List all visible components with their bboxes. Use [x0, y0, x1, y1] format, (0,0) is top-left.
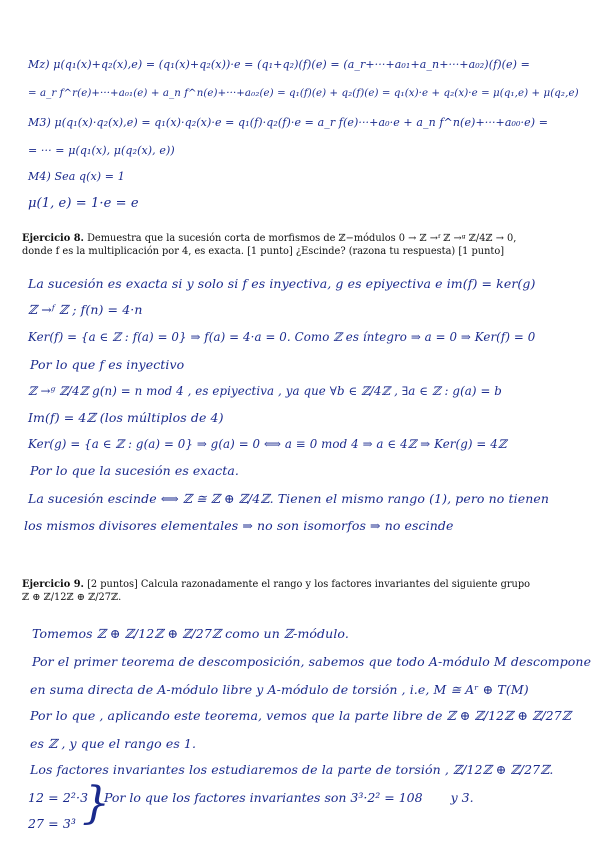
handwritten-line: Im(f) = 4ℤ (los múltiplos de 4)	[28, 410, 224, 425]
handwritten-line: = a_r f^r(e)+···+a₀₁(e) + a_n f^n(e)+···+a₀₂(e) = q₁(f)(e) + q₂(f)(e) = q₁(x)·e + q₂(x)·e = μ(q₁,e) + μ(q₂,e)	[28, 88, 579, 99]
exercise-8-statement	[22, 232, 516, 258]
exercise-8-line1: Demuestra que la sucesión corta de morfismos de ℤ−módulos 0 → ℤ →ᶠ ℤ →ᵍ ℤ/4ℤ → 0,	[87, 233, 517, 244]
handwritten-line: ℤ →ᶠ ℤ ; f(n) = 4·n	[28, 302, 143, 317]
handwritten-line: Ker(g) = {a ∈ ℤ : g(a) = 0} ⇒ g(a) = 0 ⟺ a ≡ 0 mod 4 ⇒ a ∈ 4ℤ ⇒ Ker(g) = 4ℤ	[28, 437, 507, 451]
exercise-8-heading: Ejercicio 8.	[22, 233, 84, 244]
exercise-9-statement	[22, 578, 530, 604]
exercise-8-line2: donde f es la multiplicación por 4, es exacta. [1 punto] ¿Escinde? (razona tu respuesta) [1 punto]	[22, 246, 505, 257]
exercise-9-heading: Ejercicio 9.	[22, 579, 84, 590]
handwritten-line: La sucesión es exacta si y solo si f es inyectiva, g es epiyectiva e im(f) = ker(g)	[28, 276, 536, 291]
exercise-9-line2: ℤ ⊕ ℤ/12ℤ ⊕ ℤ/27ℤ.	[22, 592, 122, 603]
handwritten-line: Mz) μ(q₁(x)+q₂(x),e) = (q₁(x)+q₂(x))·e = (q₁+q₂)(f)(e) = (a_r+···+a₀₁+a_n+···+a₀₂)(f)(e) =	[28, 58, 530, 71]
invariant-factors-conclusion	[104, 790, 474, 805]
handwritten-line: Los factores invariantes los estudiaremos de la parte de torsión , ℤ/12ℤ ⊕ ℤ/27ℤ.	[30, 762, 554, 777]
handwritten-line: ℤ →ᵍ ℤ/4ℤ g(n) = n mod 4 , es epiyectiva , ya que ∀b ∈ ℤ/4ℤ , ∃a ∈ ℤ : g(a) = b	[28, 384, 502, 398]
factorization-12: 12 = 2²·3	[28, 790, 89, 805]
handwritten-line: μ(1, e) = 1·e = e	[28, 196, 139, 211]
handwritten-line: es ℤ , y que el rango es 1.	[30, 736, 197, 751]
handwritten-line: Por lo que f es inyectivo	[30, 357, 185, 372]
brace-symbol: }	[82, 778, 110, 829]
invariant-factors-text: Por lo que los factores invariantes son 3³·2² = 108	[104, 790, 423, 805]
handwritten-line: Ker(f) = {a ∈ ℤ : f(a) = 0} ⇒ f(a) = 4·a = 0. Como ℤ es íntegro ⇒ a = 0 ⇒ Ker(f) = 0	[28, 330, 536, 344]
handwritten-line: Por lo que , aplicando este teorema, vemos que la parte libre de ℤ ⊕ ℤ/12ℤ ⊕ ℤ/27ℤ	[30, 708, 571, 723]
handwritten-line: La sucesión escinde ⟺ ℤ ≅ ℤ ⊕ ℤ/4ℤ. Tienen el mismo rango (1), pero no tienen	[28, 491, 549, 506]
invariant-factors-last: y 3.	[450, 790, 474, 805]
handwritten-line: Por lo que la sucesión es exacta.	[30, 463, 239, 478]
factorization-27: 27 = 3³	[28, 816, 76, 831]
handwritten-line: M4) Sea q(x) = 1	[28, 170, 125, 183]
handwritten-line: = ··· = μ(q₁(x), μ(q₂(x), e))	[28, 144, 175, 157]
exercise-9-line1: [2 puntos] Calcula razonadamente el rango y los factores invariantes del siguiente grupo	[87, 579, 531, 590]
handwritten-line: en suma directa de A-módulo libre y A-módulo de torsión , i.e, M ≅ Aʳ ⊕ T(M)	[30, 682, 529, 697]
handwritten-line: M3) μ(q₁(x)·q₂(x),e) = q₁(x)·q₂(x)·e = q₁(f)·q₂(f)·e = a_r f(e)···+a₀·e + a_n f^n(e)+···+a₀₀·e) =	[28, 116, 549, 129]
handwritten-line: Por el primer teorema de descomposición, sabemos que todo A-módulo M descompone	[32, 654, 592, 669]
handwritten-line: Tomemos ℤ ⊕ ℤ/12ℤ ⊕ ℤ/27ℤ como un ℤ-módulo.	[32, 626, 349, 641]
handwritten-line: los mismos divisores elementales ⇒ no son isomorfos ⇒ no escinde	[24, 518, 454, 533]
